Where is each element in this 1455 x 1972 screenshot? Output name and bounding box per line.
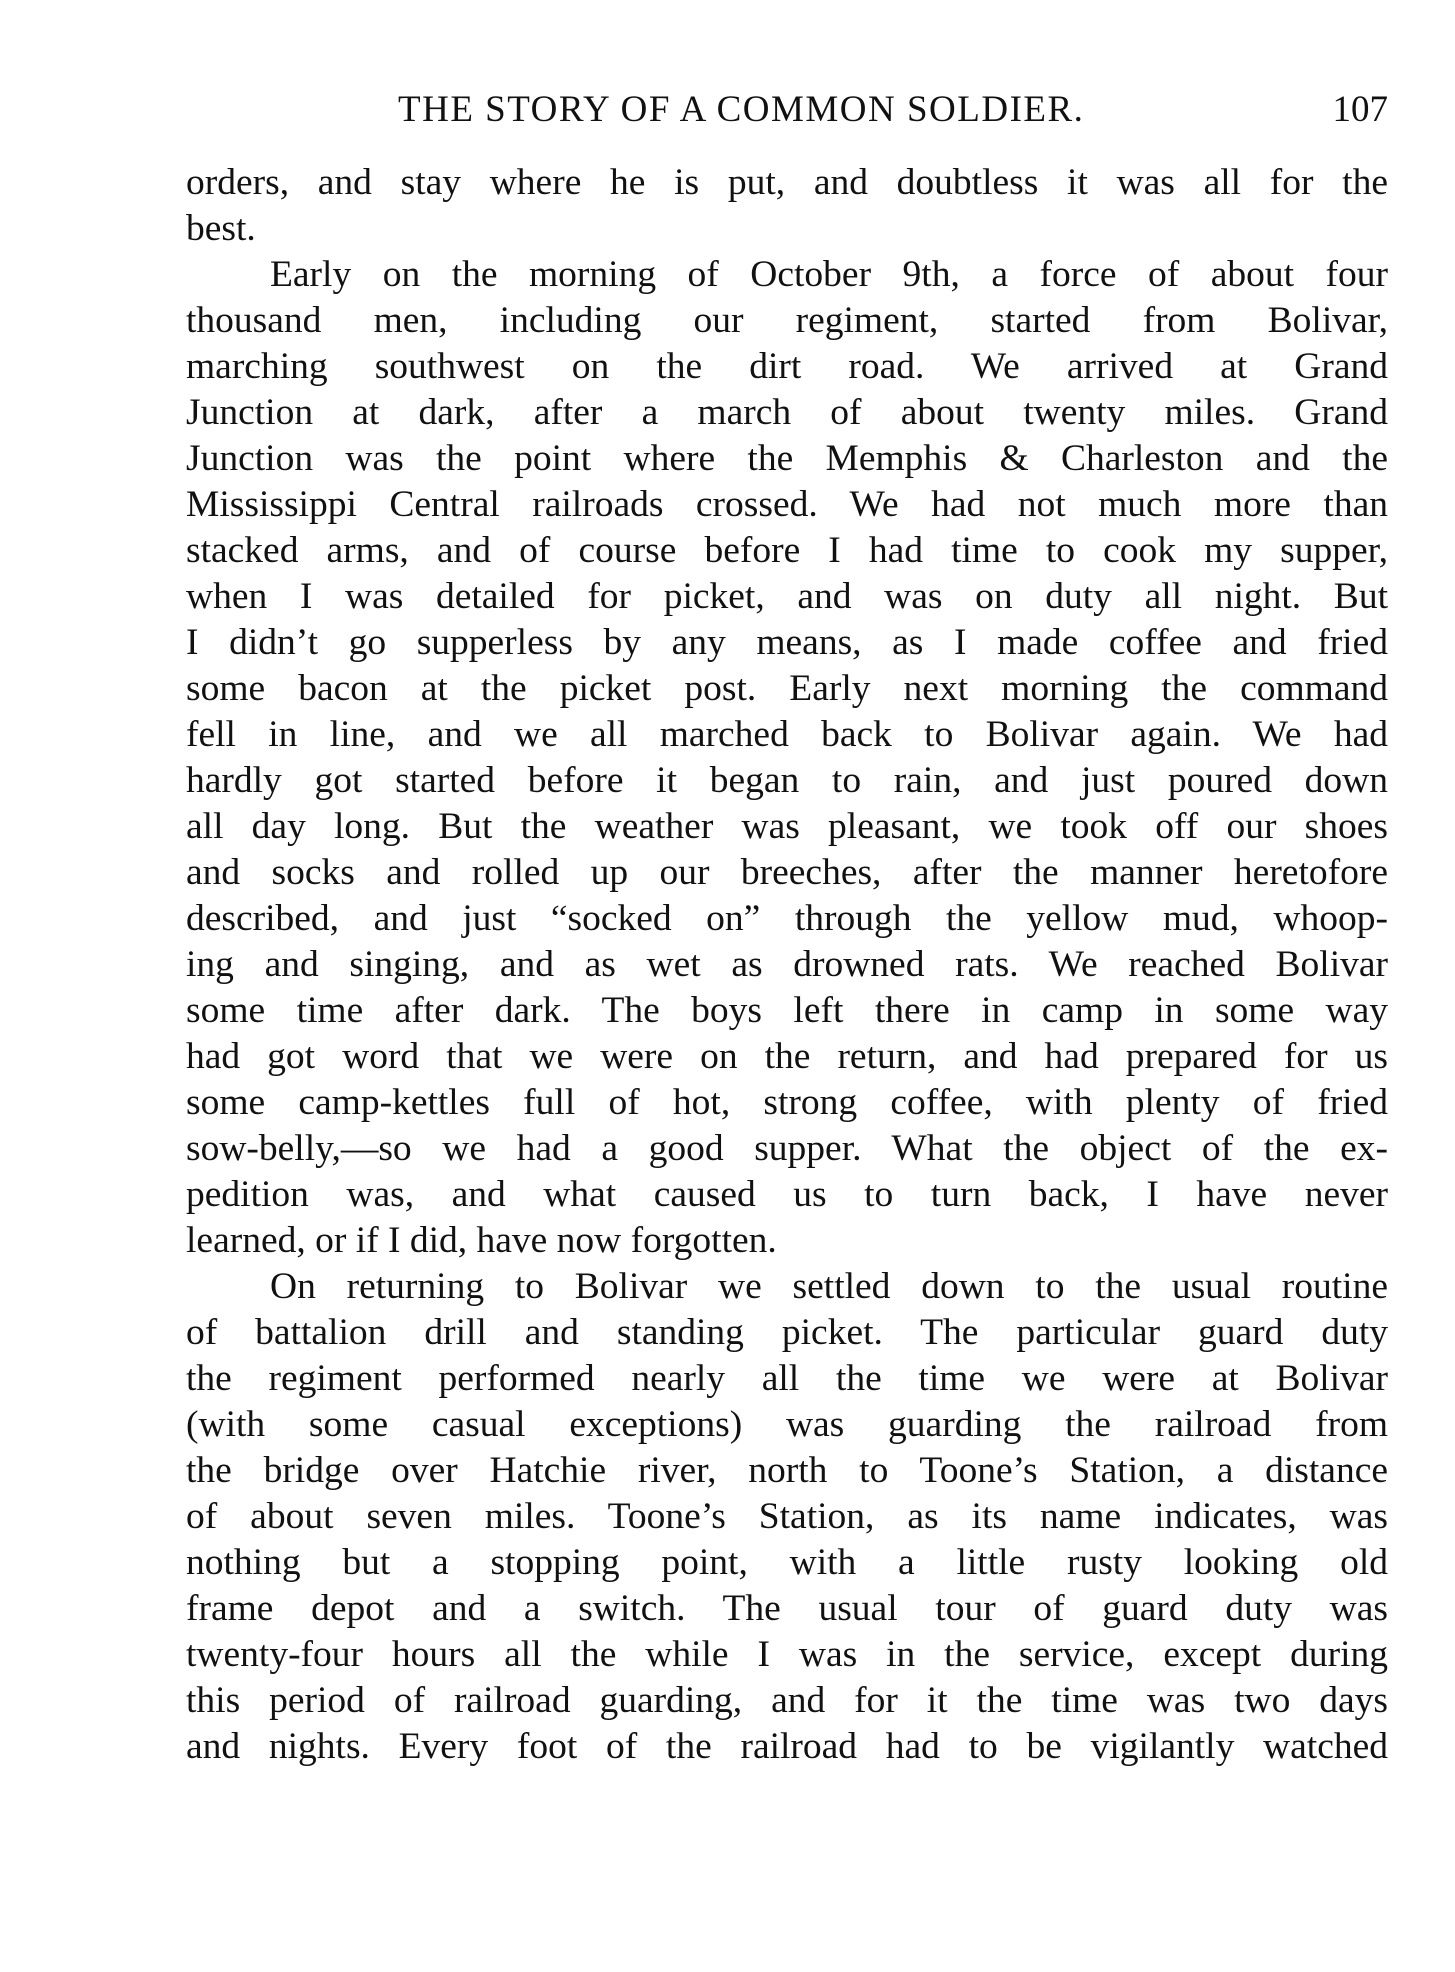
text-line: and socks and rolled up our breeches, after the manner heretofore bbox=[186, 852, 1388, 893]
text-line: of about seven miles. Toone’s Station, as its name indicates, was bbox=[186, 1496, 1388, 1537]
text-line: orders, and stay where he is put, and doubtless it was all for the bbox=[186, 162, 1388, 203]
text-line: some camp-kettles full of hot, strong coffee, with plenty of fried bbox=[186, 1082, 1388, 1123]
text-line: best. bbox=[186, 208, 256, 249]
text-line: nothing but a stopping point, with a little rusty looking old bbox=[186, 1542, 1388, 1583]
paragraph-first-line: Early on the morning of October 9th, a force of about four bbox=[270, 254, 1388, 295]
text-line: ing and singing, and as wet as drowned rats. We reached Bolivar bbox=[186, 944, 1388, 985]
text-line: of battalion drill and standing picket. The particular guard duty bbox=[186, 1312, 1388, 1353]
paragraph-first-line: On returning to Bolivar we settled down to the usual routine bbox=[270, 1266, 1388, 1307]
text-line: twenty-four hours all the while I was in the service, except during bbox=[186, 1634, 1388, 1675]
text-line: some bacon at the picket post. Early next morning the command bbox=[186, 668, 1388, 709]
running-title: THE STORY OF A COMMON SOLDIER. bbox=[398, 89, 1085, 130]
text-line: some time after dark. The boys left there in camp in some way bbox=[186, 990, 1388, 1031]
text-line: frame depot and a switch. The usual tour of guard duty was bbox=[186, 1588, 1388, 1629]
text-line: Mississippi Central railroads crossed. We had not much more than bbox=[186, 484, 1388, 525]
text-line: I didn’t go supperless by any means, as I made coffee and fried bbox=[186, 622, 1388, 663]
text-line: marching southwest on the dirt road. We arrived at Grand bbox=[186, 346, 1388, 387]
text-line: stacked arms, and of course before I had time to cook my supper, bbox=[186, 530, 1388, 571]
text-line: Junction at dark, after a march of about twenty miles. Grand bbox=[186, 392, 1388, 433]
text-line: thousand men, including our regiment, started from Bolivar, bbox=[186, 300, 1388, 341]
text-line: when I was detailed for picket, and was on duty all night. But bbox=[186, 576, 1388, 617]
body-text bbox=[186, 160, 1388, 1770]
text-line: learned, or if I did, have now forgotten. bbox=[186, 1220, 777, 1261]
text-line: sow-belly,—so we had a good supper. What the object of the ex- bbox=[186, 1128, 1388, 1169]
text-line: all day long. But the weather was pleasant, we took off our shoes bbox=[186, 806, 1388, 847]
text-line: pedition was, and what caused us to turn back, I have never bbox=[186, 1174, 1388, 1215]
text-line: described, and just “socked on” through the yellow mud, whoop- bbox=[186, 898, 1388, 939]
page-number: 107 bbox=[1332, 89, 1388, 130]
text-line: and nights. Every foot of the railroad had to be vigilantly watched bbox=[186, 1726, 1388, 1767]
text-line: (with some casual exceptions) was guarding the railroad from bbox=[186, 1404, 1388, 1445]
text-line: the bridge over Hatchie river, north to Toone’s Station, a distance bbox=[186, 1450, 1388, 1491]
text-line: Junction was the point where the Memphis & Charleston and the bbox=[186, 438, 1388, 479]
text-line: this period of railroad guarding, and for it the time was two days bbox=[186, 1680, 1388, 1721]
text-line: had got word that we were on the return, and had prepared for us bbox=[186, 1036, 1388, 1077]
text-line: fell in line, and we all marched back to Bolivar again. We had bbox=[186, 714, 1388, 755]
text-line: the regiment performed nearly all the time we were at Bolivar bbox=[186, 1358, 1388, 1399]
running-header bbox=[186, 88, 1388, 138]
text-line: hardly got started before it began to rain, and just poured down bbox=[186, 760, 1388, 801]
